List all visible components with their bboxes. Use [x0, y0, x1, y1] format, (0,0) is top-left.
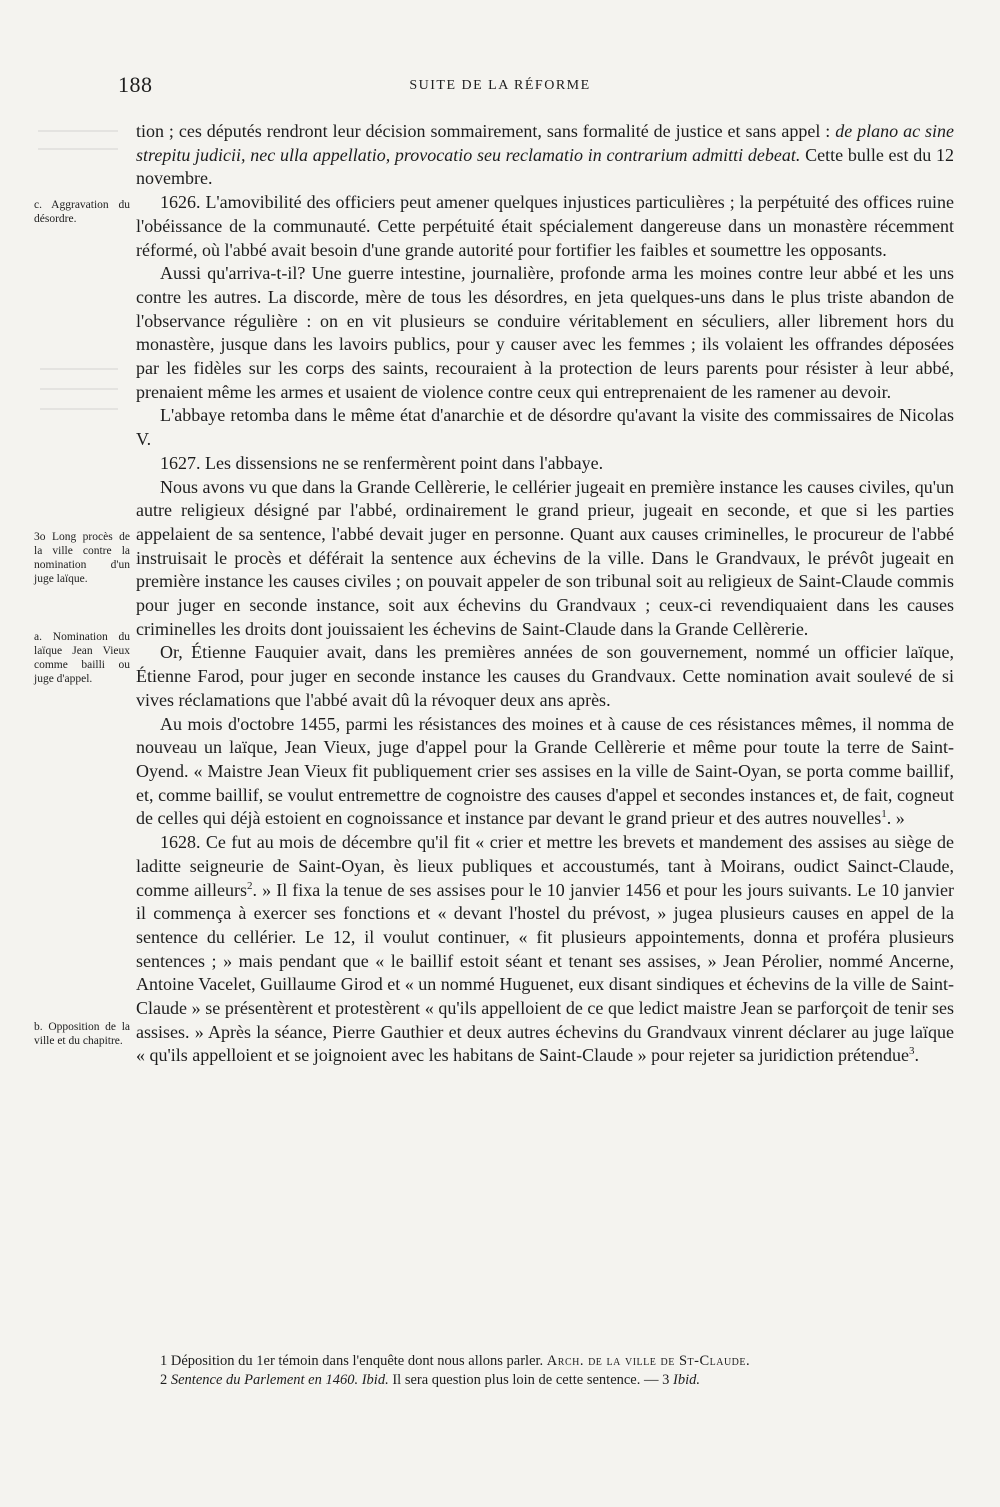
text-run: tion ; ces députés rendront leur décision sommairement, sans formalité de justice et sans appel : [136, 121, 836, 141]
page-number: 188 [118, 72, 153, 97]
footnote-text: Il sera question plus loin de cette sentence. — [388, 1372, 663, 1388]
margin-note-nomination: a. Nomination du laïque Jean Vieux comme bailli ou juge d'appel. [34, 631, 130, 685]
bleed-through-line [40, 408, 118, 410]
footnote-title: Sentence du Parlement en 1460. Ibid. [167, 1372, 389, 1388]
text-run: . » Il fixa la tenue de ses assises pour le 10 janvier 1456 et pour les jours suivants. Le 10 janvier il commença à exercer ses fonctions et « devant l'hostel du prévost, » jugea plusieurs causes en appel de la sentence du cellérier. Le 12, il voulut continuer, « fit plusieurs appointements, donna et proféra plusieurs sentences ; » mais pendant que « le baillif estoit séant et tenant ses assises, » Jean Pérolier, nommé Ancerne, Antoine Vacelet, Guillaume Girod et « un nommé Huguenet, eux disant sindiques et échevins de la ville de Saint-Claude » se présentèrent et protestèrent « qu'ils appelloient de ce que ledict maistre Jean se parforçoit de tenir ses assises. » Après la séance, Pierre Gauthier et deux autres échevins du Grandvaux vinrent déclarer au juge laïque « qu'ils appelloient et se joignoient avec les habitans de Saint-Claude » pour rejeter sa juridiction prétendue [136, 879, 954, 1066]
footnote-number: 1 [160, 1353, 168, 1369]
footnote-source: Arch. de la ville de St-Claude. [546, 1353, 751, 1369]
paragraph-abbaye: L'abbaye retomba dans le même état d'anarchie et de désordre qu'avant la visite des commissaires de Nicolas V. [136, 405, 954, 450]
footnote-ref: 2 [247, 879, 253, 892]
margin-note-opposition: b. Opposition de la ville et du chapitre. [34, 1021, 130, 1047]
footnotes [136, 1352, 954, 1390]
bleed-through-line [40, 368, 118, 370]
paragraph-nous-avons: Nous avons vu que dans la Grande Cellèrerie, le cellérier jugeait en première instance les causes civiles, qu'un autre religieux désigné par l'abbé, ordinairement le grand prieur, jugeait en seconde, et que si les parties appelaient de sa sentence, l'abbé devait juger en personne. Quant aux causes criminelles, le procureur de l'abbé instruisait le procès et déférait la sentence aux échevins de la ville. Dans le Grandvaux, le prévôt jugeait en première instance les causes civiles ; on pouvait appeler de son tribunal soit au religieux de Saint-Claude commis pour juger en seconde instance, soit aux échevins du Grandvaux ; ceux-ci revendiquaient dans les causes criminelles les droits dont jouissaient les échevins de Saint-Claude dans la Grande Cellèrerie. [136, 476, 954, 639]
footnote-ref: 1 [881, 808, 887, 821]
paragraph-1628 [136, 831, 954, 1068]
text-run: . » [886, 808, 905, 829]
paragraph-aussi: Aussi qu'arriva-t-il? Une guerre intestine, journalière, profonde arma les moines contre leur abbé et les uns contre les autres. La discorde, mère de tous les désordres, en jeta quelques-uns dans le plus triste abandon de l'observance régulière : on en vit plusieurs se conduire véritablement en séculiers, aller librement hors du monastère, jusque dans les lavoirs publics, pour y causer avec les femmes ; ils volaient les offrandes déposées par les fidèles sur les corps des saints, recouraient à la protection de leurs parents pour résister à leur abbé, prenaient même les armes et usaient de violence contre ceux qui entreprenaient de les ramener au devoir. [136, 263, 954, 402]
footnote-ref: 3 [909, 1045, 915, 1058]
footnote-2 [136, 1371, 954, 1390]
bleed-through-line [40, 388, 118, 390]
text-run: 1628. Ce fut au mois de décembre qu'il fit « crier et mettre les brevets et mandement des assises au siège de laditte seigneurie de Saint-Oyan, ès lieux publiques et accoustumés, tant à Moirans, oudict Sainct-Claude, comme ailleurs [136, 832, 954, 900]
footnote-number: 3 [662, 1372, 670, 1388]
paragraph-au-mois [136, 713, 954, 832]
text-run: Au mois d'octobre 1455, parmi les résistances des moines et à cause de ces résistances mêmes, il nomma de nouveau un laïque, Jean Vieux, juge d'appel pour la Grande Cellèrerie et même pour toute la terre de Saint-Oyend. « Maistre Jean Vieux fit publiquement crier ses assises en la ville de Saint-Oyan, se porta comme baillif, et, comme baillif, se voulut entremettre de cognoistre des causes d'appel et secondes instances et, de fait, cogneut de celles qui déjà estoient en cognoissance et instance par devant le grand prieur et des autres nouvelles [136, 713, 954, 829]
footnote-ibid: Ibid. [669, 1372, 700, 1388]
footnote-1 [136, 1352, 954, 1371]
text-run: . [914, 1045, 920, 1066]
latin-quotation: de plano ac sine strepitu judicii, nec ulla appellatio, provocatio seu reclamatio in contrarium admitti debeat. [136, 121, 954, 165]
paragraph-continuation [136, 120, 954, 191]
footnote-number: 2 [160, 1372, 168, 1388]
text-run: Cette bulle est du 12 novembre. [136, 144, 954, 189]
bleed-through-line [38, 130, 118, 132]
bleed-through-line [38, 148, 118, 150]
margin-note-long-proces: 3o Long procès de la ville contre la nomination d'un juge laïque. [34, 531, 130, 585]
footnote-text: Déposition du 1er témoin dans l'enquête dont nous allons parler. [167, 1353, 547, 1369]
paragraph-1627: 1627. Les dissensions ne se renfermèrent point dans l'abbaye. [160, 452, 604, 473]
paragraph-or-etienne: Or, Étienne Fauquier avait, dans les premières années de son gouvernement, nommé un officier laïque, Étienne Farod, pour juger en seconde instance les causes du Grandvaux. Cette nomination avait soulevé de si vives réclamations que l'abbé avait dû la révoquer deux ans après. [136, 642, 954, 710]
running-title: SUITE DE LA RÉFORME [409, 78, 591, 93]
margin-note-aggravation: c. Aggravation du désordre. [34, 199, 130, 225]
paragraph-1626: 1626. L'amovibilité des officiers peut amener quelques injustices particulières ; la perpétuité des offices ruine l'obéissance de la communauté. Cette perpétuité était spécialement dangereuse dans un monastère récemment réformé, où l'abbé avait besoin d'une grande autorité pour fortifier les faibles et soumettre les opposants. [136, 192, 954, 260]
main-text [136, 120, 954, 1068]
